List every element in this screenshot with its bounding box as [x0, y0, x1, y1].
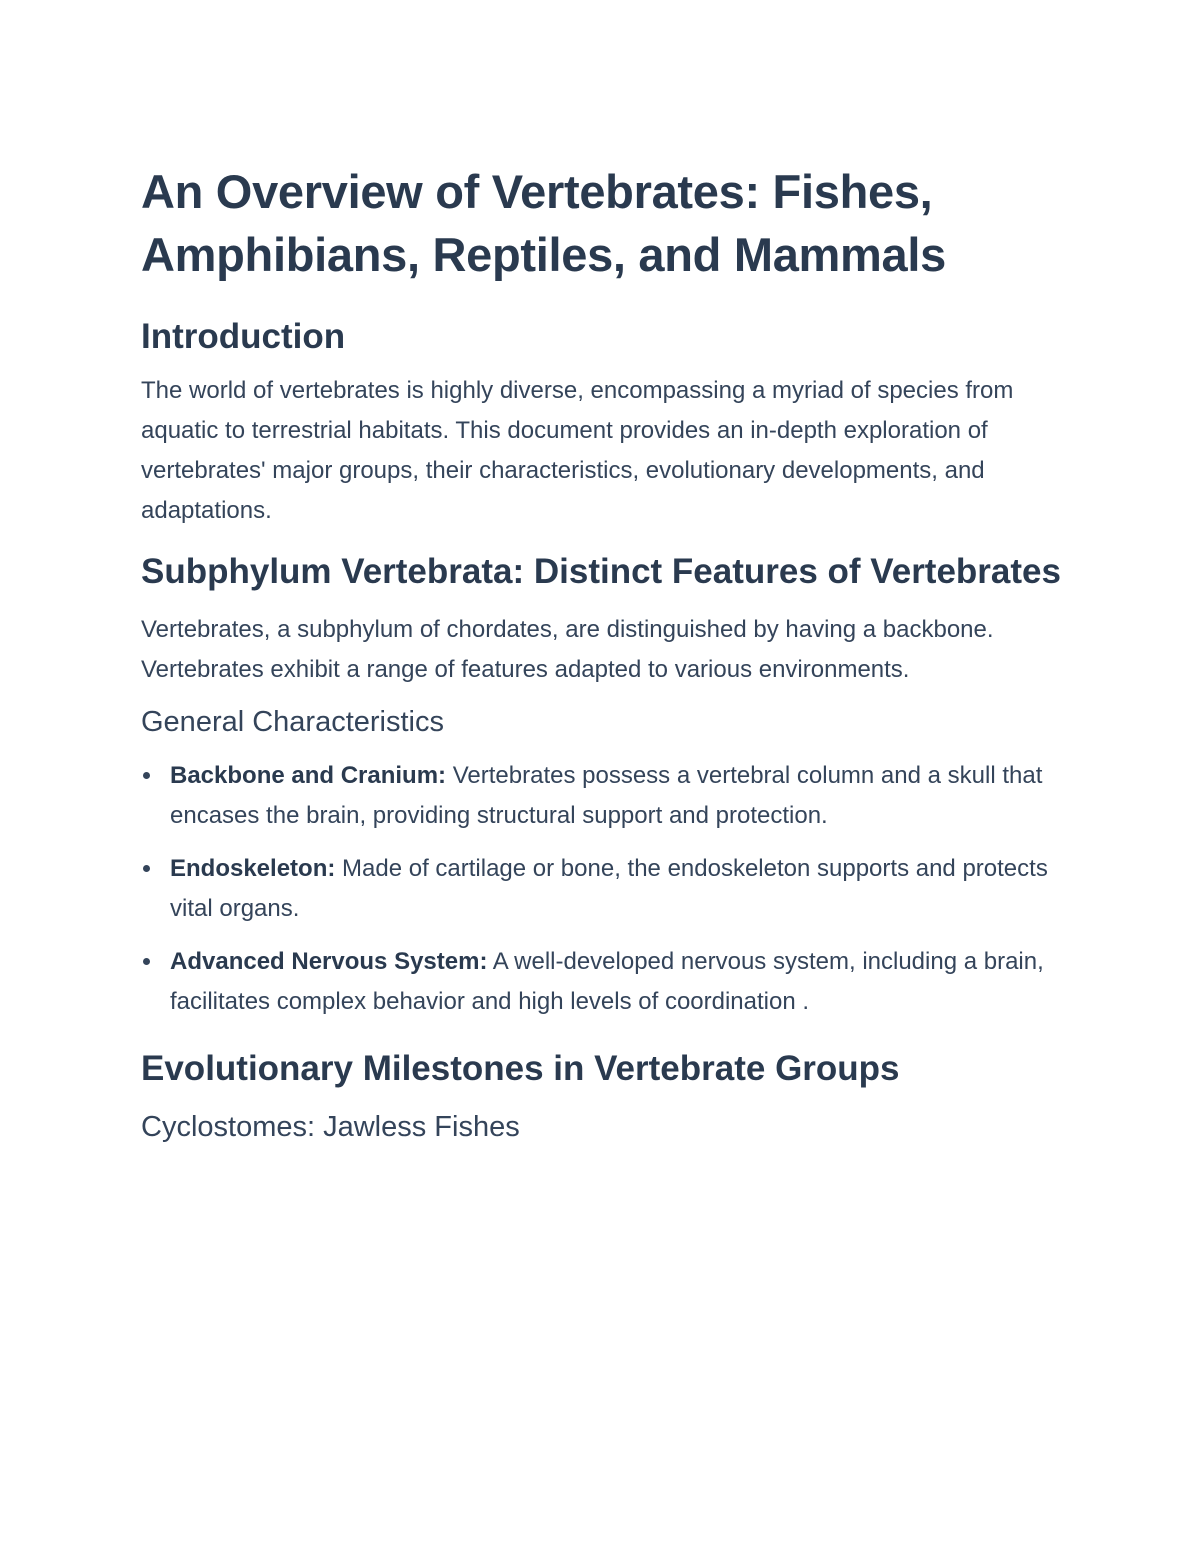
- general-characteristics-heading: General Characteristics: [141, 706, 444, 738]
- bullet-icon: [143, 958, 150, 965]
- document-title: An Overview of Vertebrates: Fishes, Amphibians, Reptiles, and Mammals: [141, 165, 946, 281]
- list-item-text: Made of cartilage or bone, the endoskeleton supports and protects vital organs.: [170, 855, 1048, 922]
- introduction-paragraph: The world of vertebrates is highly diverse, encompassing a myriad of species from aquatic to terrestrial habitats. This document provides an in-depth exploration of vertebrates' major groups, their characteristics, evolutionary developments, and adaptations.: [141, 377, 1014, 524]
- evolution-heading: Evolutionary Milestones in Vertebrate Groups: [141, 1049, 900, 1088]
- characteristics-list: [141, 756, 1071, 1022]
- bullet-icon: [143, 865, 150, 872]
- list-item-term: Endoskeleton:: [170, 855, 336, 882]
- list-item-text: Vertebrates possess a vertebral column and a skull that encases the brain, providing structural support and protection.: [170, 762, 1043, 829]
- document-page: [141, 160, 1071, 1161]
- list-item-term: Backbone and Cranium:: [170, 762, 447, 789]
- list-item-term: Advanced Nervous System:: [170, 948, 488, 975]
- list-item: [141, 756, 1071, 836]
- cyclostomes-heading: Cyclostomes: Jawless Fishes: [141, 1111, 520, 1143]
- list-item-text: A well-developed nervous system, including a brain, facilitates complex behavior and high levels of coordination .: [170, 948, 1044, 1015]
- list-item: [141, 849, 1071, 929]
- bullet-icon: [143, 772, 150, 779]
- introduction-heading: Introduction: [141, 317, 346, 356]
- subphylum-heading: Subphylum Vertebrata: Distinct Features of Vertebrates: [141, 552, 1061, 591]
- subphylum-paragraph: Vertebrates, a subphylum of chordates, are distinguished by having a backbone. Vertebrates exhibit a range of features adapted to various environments.: [141, 616, 994, 683]
- list-item: [141, 942, 1071, 1022]
